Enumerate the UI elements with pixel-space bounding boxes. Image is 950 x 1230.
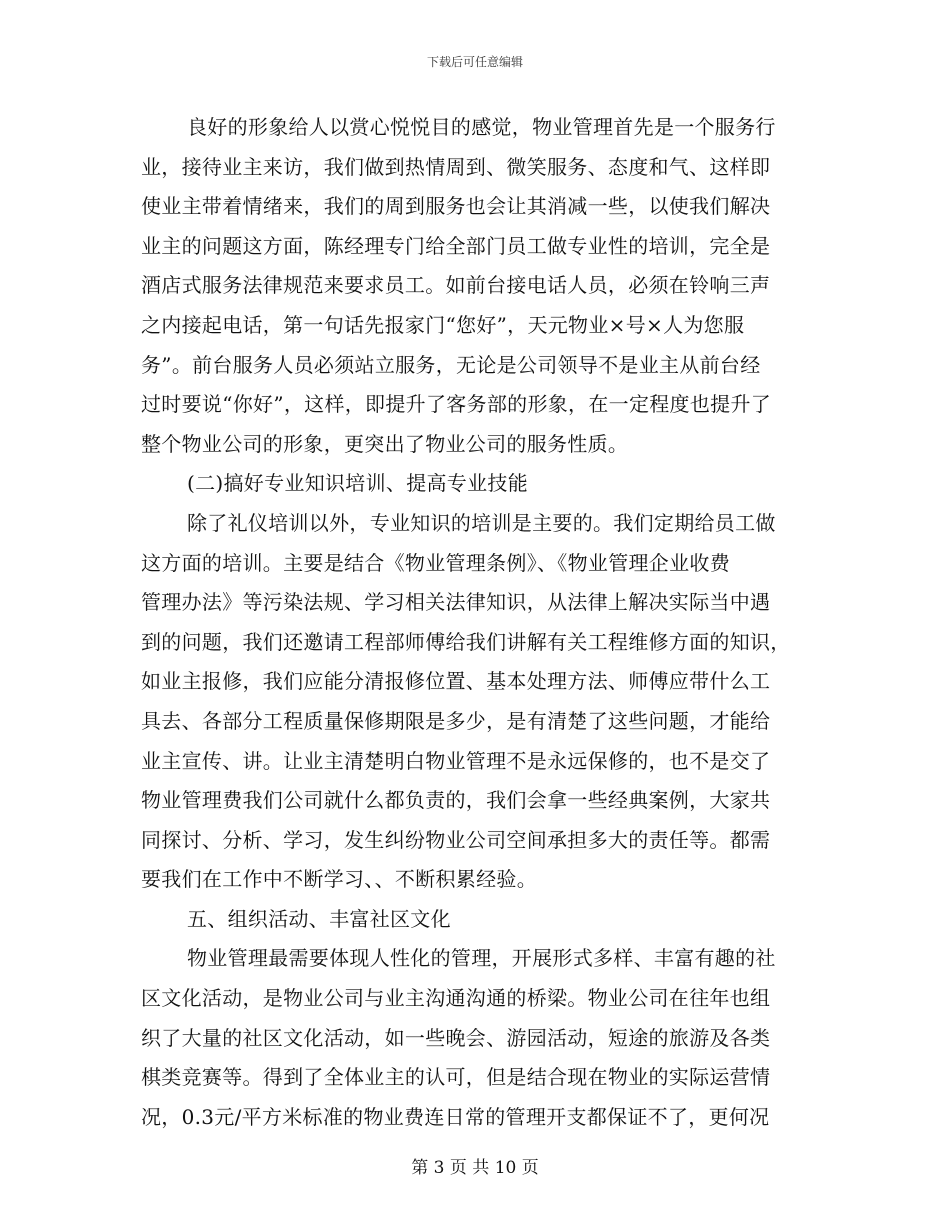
text-line: 到的问题，我们还邀请工程部师傅给我们讲解有关工程维修方面的知识， [141,629,791,654]
page-footer: 第 3 页 共 10 页 [411,1158,539,1178]
text-line: 整个物业公司的形象，更突出了物业公司的服务性质。 [141,431,629,456]
header-note: 下载后可任意编辑 [426,55,523,69]
text-line: 管理办法》等污染法规、学习相关法律知识，从法律上解决实际当中遇 [141,590,771,615]
text-line: 业主宣传、讲。让业主清楚明白物业管理不是永远保修的，也不是交了 [141,748,771,773]
text-line: 物业管理最需要体现人性化的管理，开展形式多样、丰富有趣的社 [187,946,776,971]
text-line: 务”。前台服务人员必须站立服务，无论是公司领导不是业主从前台经 [141,352,761,377]
text-line: 这方面的培训。主要是结合《物业管理条例》、《物业管理企业收费 [141,550,730,575]
text-line: 如业主报修，我们应能分清报修位置、基本处理方法、师傅应带什么工 [141,669,771,694]
text-line: 具去、各部分工程质量保修期限是多少，是有清楚了这些问题，才能给 [141,708,771,733]
text-line: 物业管理费我们公司就什么都负责的，我们会拿一些经典案例，大家共 [141,788,771,813]
text-line: 之内接起电话，第一句话先报家门“您好”，天元物业×号×人为您服 [141,312,745,337]
text-line: 业，接待业主来访，我们做到热情周到、微笑服务、态度和气、这样即 [141,154,771,179]
text-line: 棋类竞赛等。得到了全体业主的认可，但是结合现在物业的实际运营情 [141,1065,771,1090]
text-line: 要我们在工作中不断学习、、不断积累经验。 [141,867,537,892]
text-line: 同探讨、分析、学习，发生纠纷物业公司空间承担多大的责任等。都需 [141,827,771,852]
text-line: 除了礼仪培训以外，专业知识的培训是主要的。我们定期给员工做 [187,510,776,535]
section-heading: (二)搞好专业知识培训、提高专业技能 [187,471,529,496]
text-line: 况，0.3元/平方米标准的物业费连日常的管理开支都保证不了，更何况 [141,1104,770,1129]
text-line: 业主的问题这方面，陈经理专门给全部门员工做专业性的培训，完全是 [141,233,771,258]
text-line: 区文化活动，是物业公司与业主沟通沟通的桥梁。物业公司在往年也组 [141,986,771,1011]
text-line: 良好的形象给人以赏心悦悦目的感觉，物业管理首先是一个服务行 [187,115,776,139]
text-line: 酒店式服务法律规范来要求员工。如前台接电话人员，必须在铃响三声 [141,273,771,298]
document-body [141,108,813,1137]
section-heading: 五、组织活动、丰富社区文化 [187,906,451,931]
text-line: 使业主带着情绪来，我们的周到服务也会让其消减一些，以使我们解决 [141,194,771,219]
text-line: 过时要说“你好”，这样，即提升了客务部的形象，在一定程度也提升了 [141,392,772,417]
text-line: 织了大量的社区文化活动，如一些晚会、游园活动，短途的旅游及各类 [141,1025,771,1050]
